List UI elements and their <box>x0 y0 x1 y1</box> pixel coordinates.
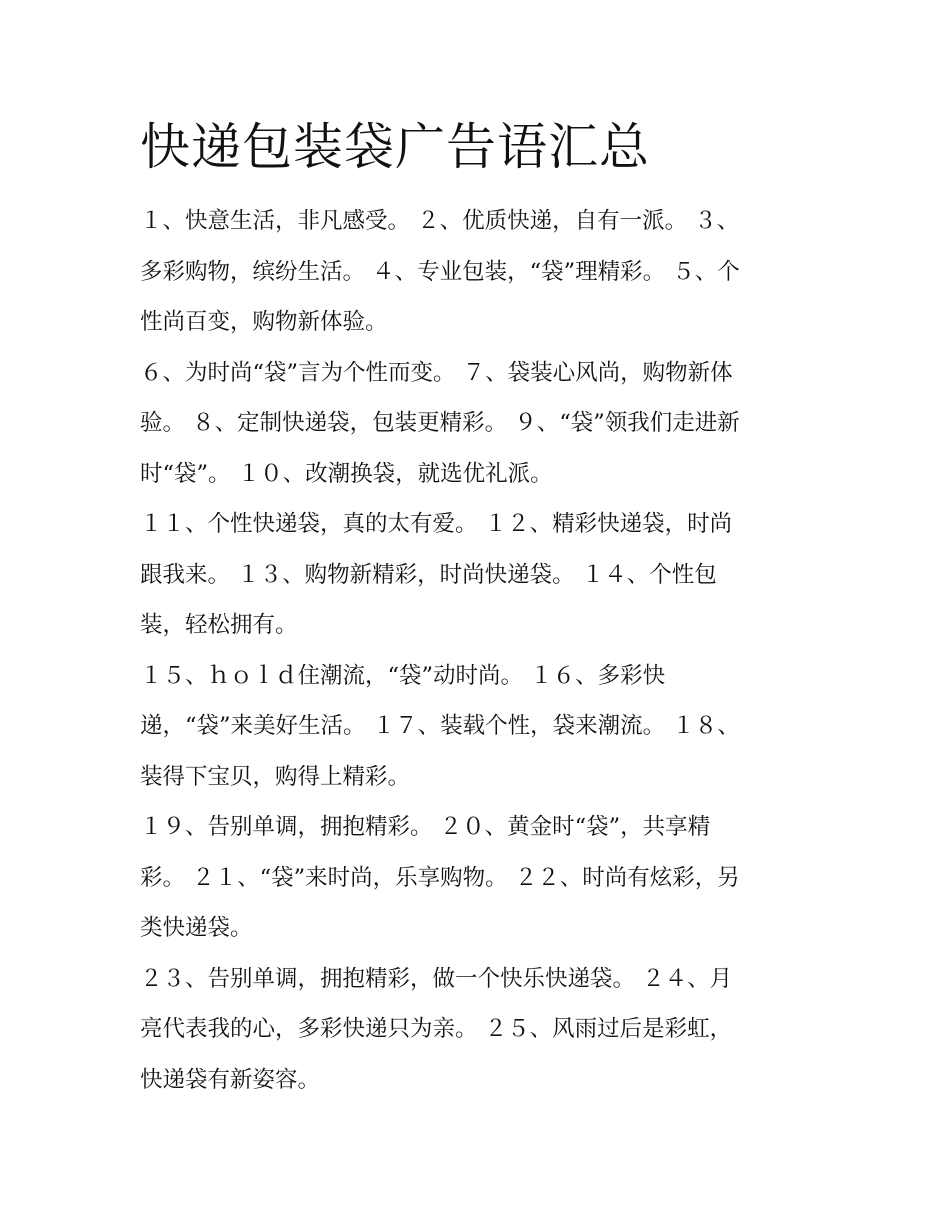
text-line: １５、ｈｏｌｄ住潮流，“袋”动时尚。 １６、多彩快 <box>140 662 666 689</box>
text-line: 多彩购物，缤纷生活。 ４、专业包装，“袋”理精彩。 ５、个 <box>140 258 740 285</box>
text-line: 装，轻松拥有。 <box>140 612 298 638</box>
text-line: 彩。 ２１、“袋”来时尚，乐享购物。 ２２、时尚有炫彩，另 <box>140 864 740 891</box>
paragraph-1 <box>140 196 820 348</box>
paragraph-4 <box>140 651 820 803</box>
page-title: 快递包装袋广告语汇总 <box>140 118 650 176</box>
text-line: 类快递袋。 <box>140 915 253 941</box>
text-line: 时“袋”。 １０、改潮换袋，就选优礼派。 <box>140 460 553 487</box>
text-line: ２３、告别单调，拥抱精彩，做一个快乐快递袋。 ２４、月 <box>140 965 733 992</box>
text-line: ６、为时尚“袋”言为个性而变。 ７、袋装心风尚，购物新体 <box>140 359 733 386</box>
text-line: １９、告别单调，拥抱精彩。 ２０、黄金时“袋”，共享精 <box>140 814 711 840</box>
document-body <box>140 196 820 1105</box>
paragraph-5 <box>140 802 820 954</box>
paragraph-3 <box>140 499 820 651</box>
text-line: １１、个性快递袋，真的太有爱。 １２、精彩快递袋，时尚 <box>140 511 733 537</box>
paragraph-6 <box>140 954 820 1106</box>
text-line: 装得下宝贝，购得上精彩。 <box>140 763 411 790</box>
text-line: 亮代表我的心，多彩快递只为亲。 ２５、风雨过后是彩虹， <box>140 1016 733 1042</box>
text-line: １、快意生活，非凡感受。 ２、优质快递，自有一派。 ３、 <box>140 208 740 234</box>
text-line: 跟我来。 １３、购物新精彩，时尚快递袋。 １４、个性包 <box>140 561 717 588</box>
text-line: 性尚百变，购物新体验。 <box>140 309 388 335</box>
text-line: 验。 ８、定制快递袋，包装更精彩。 ９、“袋”领我们走进新 <box>140 410 740 436</box>
paragraph-2 <box>140 348 820 500</box>
text-line: 快递袋有新姿容。 <box>140 1066 321 1093</box>
text-line: 递，“袋”来美好生活。 １７、装载个性，袋来潮流。 １８、 <box>140 713 740 739</box>
